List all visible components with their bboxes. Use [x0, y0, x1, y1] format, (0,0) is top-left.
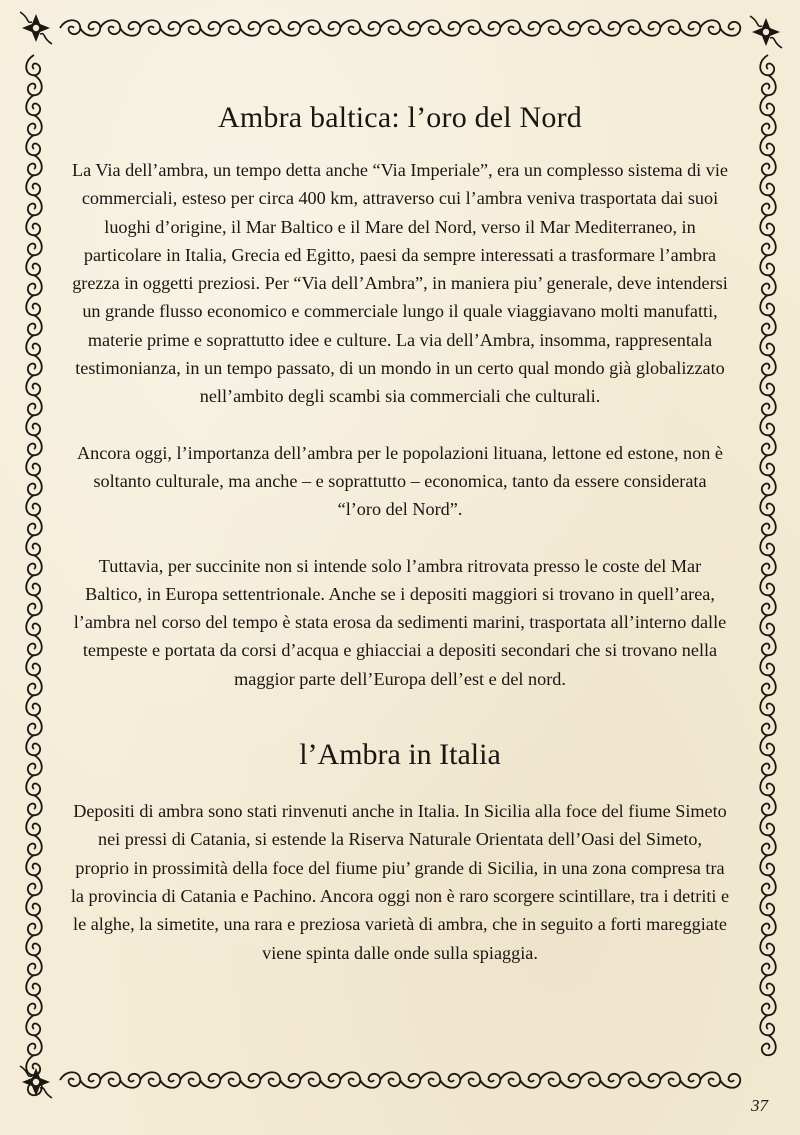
- paragraph-succinite: Tuttavia, per succinite non si intende solo l’ambra ritrovata presso le coste del Mar Baltico, in Europa settentrionale. Anche se i depositi maggiori si trovano in quell’area, l’ambra nel corso del tempo è stata erosa da sedimenti marini, trasportata all’interno dalle tempeste e portata da corsi d’acqua e ghiacciai a depositi secondari che si trovano nella maggior parte dell’Europa dell’est e del nord.: [73, 555, 727, 689]
- paragraph-spacer: [70, 411, 730, 439]
- page-number: 37: [751, 1096, 768, 1115]
- paragraph-amber-road: La Via dell’ambra, un tempo detta anche “Via Imperiale”, era un complesso sistema di vie commerciali, esteso per circa 400 km, attraverso cui l’ambra veniva trasportata dai suoi luoghi d’origine, il Mar Baltico e il Mare del Nord, verso il Mar Mediterraneo, in particolare in Italia, Grecia ed Egitto, paesi da sempre interessati a trasformare l’ambra grezza in oggetti preziosi. Per “Via dell’Ambra”, in maniera piu’ generale, deve intendersi un grande flusso economico e commerciale lungo il quale viaggiavano molti manufatti, materie prime e soprattutto idee e culture. La via dell’Ambra, insomma, rappresentala testimonianza, in un tempo passato, di un mondo in un certo qual mondo già globalizzato nell’ambito degli scambi sia commerciali che culturali.: [71, 160, 729, 407]
- paragraph-importance: Ancora oggi, l’importanza dell’ambra per le popolazioni lituana, lettone ed estone, non è soltanto culturale, ma anche – e soprattutto – economica, tanto da essere considerata “l’oro del Nord”.: [77, 442, 723, 520]
- paragraph-sicily: Depositi di ambra sono stati rinvenuti anche in Italia. In Sicilia alla foce del fiume Simeto nei pressi di Catania, si estende la Riserva Naturale Orientata dell’Oasi del Simeto, proprio in prossimità della foce del fiume piu’ grande di Sicilia, in una zona compresa tra la provincia di Catania e Pachino. Ancora oggi non è raro scorgere scintillare, tra i detriti e le alghe, la simetite, una rara e preziosa varietà di ambra, che in seguito a forti mareggiate viene spinta dalle onde sulla spiaggia.: [70, 801, 730, 963]
- section-title-baltic-amber: Ambra baltica: l’oro del Nord: [217, 101, 582, 134]
- section-title-amber-italy: l’Ambra in Italia: [299, 738, 501, 772]
- paragraph-spacer: [70, 524, 730, 552]
- page-content: [70, 98, 730, 967]
